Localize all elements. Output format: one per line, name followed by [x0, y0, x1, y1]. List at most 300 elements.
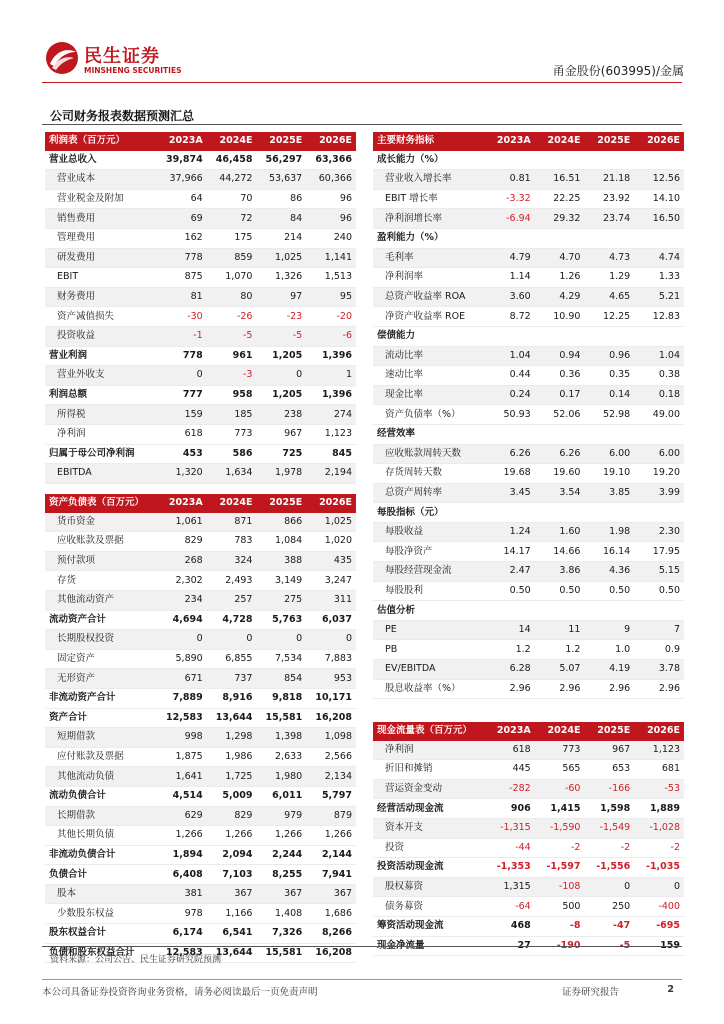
cell-value: 7,941 [306, 865, 356, 885]
cell-value: -60 [535, 779, 585, 799]
cell-value: 4,694 [157, 610, 207, 630]
cell-value: -3 [207, 366, 257, 386]
cell-value: 618 [485, 741, 535, 760]
year-header-2023A: 2023A [485, 132, 535, 151]
minsheng-logo [44, 40, 204, 80]
cell-value [535, 424, 585, 444]
cell-value: 1.2 [535, 640, 585, 660]
row-label: 财务费用 [45, 287, 157, 307]
cell-value: 0 [256, 366, 306, 386]
table-row [45, 209, 356, 229]
cell-value: 3.45 [485, 483, 535, 503]
cell-value: 681 [634, 760, 684, 780]
cell-value: -695 [634, 916, 684, 936]
row-label: 总资产收益率 ROA [373, 287, 485, 307]
cell-value: 1,098 [306, 728, 356, 748]
cell-value: 9 [584, 620, 634, 640]
table-row [45, 904, 356, 924]
cell-value: 2,244 [256, 845, 306, 865]
row-label: 其他长期负债 [45, 826, 157, 846]
header-divider [42, 82, 682, 83]
row-label: 资产负债率（%） [373, 405, 485, 425]
cell-value: 1.60 [535, 522, 585, 542]
year-header-2026E: 2026E [634, 722, 684, 741]
table-row [373, 189, 684, 209]
table-row [373, 464, 684, 484]
cell-value: 1,980 [256, 767, 306, 787]
row-label: 应收账款周转天数 [373, 444, 485, 464]
cell-value: 16.14 [584, 542, 634, 562]
year-header-2024E: 2024E [535, 132, 585, 151]
table-row [45, 786, 356, 806]
year-header-2025E: 2025E [584, 722, 634, 741]
source-divider [42, 946, 682, 947]
cell-value: 6.28 [485, 660, 535, 680]
cell-value: 23.92 [584, 189, 634, 209]
cell-value: 2,566 [306, 747, 356, 767]
table-row [45, 444, 356, 464]
row-label: 非流动资产合计 [45, 688, 157, 708]
cell-value: 2,493 [207, 571, 257, 591]
table-row [373, 916, 684, 936]
row-label: 筹资活动现金流 [373, 916, 485, 936]
cell-value: 0.44 [485, 366, 535, 386]
table-row [45, 405, 356, 425]
row-label: 经营活动现金流 [373, 799, 485, 819]
cell-value: 238 [256, 405, 306, 425]
cell-value: 978 [157, 904, 207, 924]
cell-value: 240 [306, 228, 356, 248]
cell-value: 6,037 [306, 610, 356, 630]
cell-value: 7,883 [306, 649, 356, 669]
cell-value: 257 [207, 590, 257, 610]
table-row [373, 799, 684, 819]
cell-value: 773 [207, 424, 257, 444]
row-label: 每股净资产 [373, 542, 485, 562]
cell-value: 14.66 [535, 542, 585, 562]
row-label: 债务募资 [373, 897, 485, 917]
cell-value [634, 601, 684, 621]
cell-value: 0.94 [535, 346, 585, 366]
table-row [373, 503, 684, 523]
table-row [45, 884, 356, 904]
cell-value: 958 [207, 385, 257, 405]
cell-value: 783 [207, 532, 257, 552]
table-row [373, 483, 684, 503]
cell-value: 2.96 [535, 679, 585, 699]
cell-value: 1,513 [306, 268, 356, 288]
row-label: 净利润率 [373, 268, 485, 288]
table-header-label: 主要财务指标 [373, 132, 485, 151]
table-row [45, 513, 356, 532]
table-row [373, 248, 684, 268]
row-label: 研发费用 [45, 248, 157, 268]
cell-value: 871 [207, 513, 257, 532]
table-row [373, 366, 684, 386]
row-label: 资产减值损失 [45, 307, 157, 327]
cell-value: 0 [157, 366, 207, 386]
cell-value: 10,171 [306, 688, 356, 708]
row-label: EBIT [45, 268, 157, 288]
cell-value: 906 [485, 799, 535, 819]
cell-value: 0 [256, 630, 306, 650]
cell-value: 84 [256, 209, 306, 229]
cell-value: 0.50 [584, 581, 634, 601]
cell-value [634, 151, 684, 170]
footer-disclaimer: 本公司具备证券投资咨询业务资格，请务必阅读最后一页免责声明 [42, 987, 318, 998]
cell-value: 1,641 [157, 767, 207, 787]
row-label: 成长能力（%） [373, 151, 485, 170]
row-label: 利润总额 [45, 385, 157, 405]
table-row [45, 806, 356, 826]
cell-value: 1,396 [306, 346, 356, 366]
year-header-2025E: 2025E [256, 132, 306, 151]
cell-value [584, 228, 634, 248]
cell-value: 7,889 [157, 688, 207, 708]
table-row [373, 385, 684, 405]
cell-value: 12.25 [584, 307, 634, 327]
cell-value: 1,205 [256, 385, 306, 405]
row-label: 短期借款 [45, 728, 157, 748]
cell-value: 653 [584, 760, 634, 780]
cell-value: 44,272 [207, 170, 257, 190]
table-row [373, 151, 684, 170]
cell-value: 53,637 [256, 170, 306, 190]
cell-value [634, 503, 684, 523]
cell-value: 866 [256, 513, 306, 532]
cell-value: 6.26 [535, 444, 585, 464]
cell-value: 1,415 [535, 799, 585, 819]
cell-value: 14.17 [485, 542, 535, 562]
cell-value: -1,549 [584, 818, 634, 838]
cell-value: 737 [207, 669, 257, 689]
cell-value: 1,894 [157, 845, 207, 865]
cell-value: 3,149 [256, 571, 306, 591]
year-header-2026E: 2026E [634, 132, 684, 151]
table-row [45, 532, 356, 552]
cell-value: 1.0 [584, 640, 634, 660]
cell-value: 37,966 [157, 170, 207, 190]
row-label: 每股指标（元） [373, 503, 485, 523]
row-label: 应收账款及票据 [45, 532, 157, 552]
cell-value: 1,634 [207, 464, 257, 484]
cell-value: 49.00 [634, 405, 684, 425]
cell-value: 1,326 [256, 268, 306, 288]
cell-value: 4.70 [535, 248, 585, 268]
cell-value: -30 [157, 307, 207, 327]
cell-value: -1 [157, 326, 207, 346]
cell-value: 1,166 [207, 904, 257, 924]
cell-value: 16,208 [306, 943, 356, 963]
cell-value: 1,123 [306, 424, 356, 444]
cell-value: 773 [535, 741, 585, 760]
cell-value: 60,366 [306, 170, 356, 190]
cell-value [584, 601, 634, 621]
row-label: 少数股东权益 [45, 904, 157, 924]
cell-value: 6.00 [584, 444, 634, 464]
cell-value: 7,103 [207, 865, 257, 885]
cell-value: 19.20 [634, 464, 684, 484]
cell-value: 0.38 [634, 366, 684, 386]
cell-value: 3,247 [306, 571, 356, 591]
cell-value: 19.10 [584, 464, 634, 484]
table-row [45, 590, 356, 610]
cell-value: 159 [157, 405, 207, 425]
cell-value: 0.36 [535, 366, 585, 386]
row-label: 管理费用 [45, 228, 157, 248]
cell-value: 4.19 [584, 660, 634, 680]
year-header-2026E: 2026E [306, 494, 356, 513]
cell-value: 0 [207, 630, 257, 650]
row-label: PE [373, 620, 485, 640]
table-row [45, 728, 356, 748]
table-row [373, 581, 684, 601]
cell-value: 367 [306, 884, 356, 904]
cell-value: 1,205 [256, 346, 306, 366]
cell-value: 0.50 [634, 581, 684, 601]
cell-value: 8,255 [256, 865, 306, 885]
year-header-2025E: 2025E [584, 132, 634, 151]
table-row [45, 630, 356, 650]
cell-value: -5 [207, 326, 257, 346]
footer-report-type: 证券研究报告 [562, 987, 620, 998]
table-header-row [45, 132, 356, 151]
row-label: 投资收益 [45, 326, 157, 346]
cell-value: 95 [306, 287, 356, 307]
table-row [373, 209, 684, 229]
cell-value: 0.96 [584, 346, 634, 366]
cell-value: 39,874 [157, 151, 207, 170]
cell-value: 500 [535, 897, 585, 917]
cell-value: 979 [256, 806, 306, 826]
year-header-2024E: 2024E [207, 132, 257, 151]
table-row [45, 747, 356, 767]
table-row [373, 346, 684, 366]
cell-value: 777 [157, 385, 207, 405]
table-row [45, 228, 356, 248]
cell-value: 445 [485, 760, 535, 780]
cell-value: 1,266 [306, 826, 356, 846]
row-label: 经营效率 [373, 424, 485, 444]
cell-value: 565 [535, 760, 585, 780]
cell-value: 5.21 [634, 287, 684, 307]
cell-value: 1,396 [306, 385, 356, 405]
year-header-2023A: 2023A [157, 494, 207, 513]
cell-value: 5,890 [157, 649, 207, 669]
cell-value: 1,398 [256, 728, 306, 748]
cell-value: -1,028 [634, 818, 684, 838]
cell-value: 0.81 [485, 170, 535, 190]
row-label: 净利润 [373, 741, 485, 760]
row-label: 股本 [45, 884, 157, 904]
cell-value: 1.33 [634, 268, 684, 288]
table-row [373, 818, 684, 838]
cell-value [485, 424, 535, 444]
cell-value: 234 [157, 590, 207, 610]
cell-value: 72 [207, 209, 257, 229]
cell-value: -6.94 [485, 209, 535, 229]
table-row [373, 877, 684, 897]
row-label: 毛利率 [373, 248, 485, 268]
cell-value [535, 601, 585, 621]
row-label: 速动比率 [373, 366, 485, 386]
cell-value: 967 [584, 741, 634, 760]
table-row [45, 767, 356, 787]
cell-value: 2,134 [306, 767, 356, 787]
cell-value [485, 151, 535, 170]
table-row [373, 620, 684, 640]
row-label: 盈利能力（%） [373, 228, 485, 248]
row-label: 营业利润 [45, 346, 157, 366]
cell-value: 998 [157, 728, 207, 748]
table-row [373, 640, 684, 660]
cell-value: 879 [306, 806, 356, 826]
cell-value: -1,315 [485, 818, 535, 838]
table-row [373, 287, 684, 307]
table-row [373, 424, 684, 444]
row-label: 股息收益率（%） [373, 679, 485, 699]
table-row [45, 307, 356, 327]
cell-value: 1,061 [157, 513, 207, 532]
cell-value: -44 [485, 838, 535, 858]
cell-value [485, 228, 535, 248]
cell-value: 311 [306, 590, 356, 610]
cell-value: 0.18 [634, 385, 684, 405]
cell-value: 854 [256, 669, 306, 689]
cell-value: 0 [584, 877, 634, 897]
row-label: 销售费用 [45, 209, 157, 229]
row-label: 营业外收支 [45, 366, 157, 386]
table-row [373, 228, 684, 248]
cell-value: 5.07 [535, 660, 585, 680]
cell-value: -20 [306, 307, 356, 327]
table-header-label: 现金流量表（百万元） [373, 722, 485, 741]
row-label: 存货周转天数 [373, 464, 485, 484]
cell-value: -53 [634, 779, 684, 799]
cell-value: 468 [485, 916, 535, 936]
cell-value: 86 [256, 189, 306, 209]
table-row [373, 660, 684, 680]
cell-value: 50.93 [485, 405, 535, 425]
cell-value: 629 [157, 806, 207, 826]
cell-value: -1,353 [485, 858, 535, 878]
cell-value: 15,581 [256, 943, 306, 963]
cell-value: 4.29 [535, 287, 585, 307]
cell-value: 7,534 [256, 649, 306, 669]
cell-value: 618 [157, 424, 207, 444]
cell-value: 3.99 [634, 483, 684, 503]
cell-value: 96 [306, 209, 356, 229]
cell-value: -2 [535, 838, 585, 858]
cell-value: 967 [256, 424, 306, 444]
cell-value: 3.86 [535, 562, 585, 582]
row-label: 营运资金变动 [373, 779, 485, 799]
cell-value: 1,123 [634, 741, 684, 760]
row-label: 营业总收入 [45, 151, 157, 170]
cell-value: 11 [535, 620, 585, 640]
cell-value: 1,070 [207, 268, 257, 288]
cell-value: -1,597 [535, 858, 585, 878]
cell-value: 97 [256, 287, 306, 307]
row-label: 偿债能力 [373, 326, 485, 346]
cell-value: -8 [535, 916, 585, 936]
table-row [373, 444, 684, 464]
row-label: 资产合计 [45, 708, 157, 728]
cell-value: 14 [485, 620, 535, 640]
table-row [373, 858, 684, 878]
cell-value: 4,728 [207, 610, 257, 630]
cell-value: 671 [157, 669, 207, 689]
cell-value: 52.98 [584, 405, 634, 425]
cell-value: 8,916 [207, 688, 257, 708]
cell-value: 1.24 [485, 522, 535, 542]
table-row [373, 601, 684, 621]
cell-value: 19.60 [535, 464, 585, 484]
cell-value: 961 [207, 346, 257, 366]
year-header-2026E: 2026E [306, 132, 356, 151]
year-header-2023A: 2023A [157, 132, 207, 151]
table-header-label: 利润表（百万元） [45, 132, 157, 151]
year-header-2023A: 2023A [485, 722, 535, 741]
cell-value [535, 228, 585, 248]
cell-value: 1.2 [485, 640, 535, 660]
balance-sheet-table [45, 494, 356, 963]
row-label: 折旧和摊销 [373, 760, 485, 780]
cell-value [634, 424, 684, 444]
row-label: 投资 [373, 838, 485, 858]
cell-value: 8,266 [306, 924, 356, 944]
table-header-row [373, 722, 684, 741]
cell-value: 5,797 [306, 786, 356, 806]
table-row [45, 424, 356, 444]
cell-value: 46,458 [207, 151, 257, 170]
cell-value: 80 [207, 287, 257, 307]
cell-value: 56,297 [256, 151, 306, 170]
table-row [373, 838, 684, 858]
cell-value: 268 [157, 551, 207, 571]
cell-value: -282 [485, 779, 535, 799]
cell-value: 2.30 [634, 522, 684, 542]
cell-value: 81 [157, 287, 207, 307]
cell-value: 6,541 [207, 924, 257, 944]
cell-value: 17.95 [634, 542, 684, 562]
cell-value: 1,725 [207, 767, 257, 787]
cell-value: 4.65 [584, 287, 634, 307]
cell-value: 69 [157, 209, 207, 229]
table-row [45, 551, 356, 571]
cell-value: -2 [634, 838, 684, 858]
company-ticker: 甬金股份(603995)/金属 [552, 64, 684, 78]
cell-value: -1,556 [584, 858, 634, 878]
row-label: 投资活动现金流 [373, 858, 485, 878]
key-ratios-table [373, 132, 684, 699]
year-header-2025E: 2025E [256, 494, 306, 513]
cell-value [584, 326, 634, 346]
row-label: 长期借款 [45, 806, 157, 826]
cell-value: 2,302 [157, 571, 207, 591]
page-title: 公司财务报表数据预测汇总 [50, 109, 195, 123]
cell-value: 0 [634, 877, 684, 897]
cell-value: 725 [256, 444, 306, 464]
cell-value: 829 [207, 806, 257, 826]
cell-value: 250 [584, 897, 634, 917]
cell-value: 1.98 [584, 522, 634, 542]
table-row [45, 326, 356, 346]
cell-value: 2.96 [634, 679, 684, 699]
cell-value: 3.85 [584, 483, 634, 503]
row-label: 股东权益合计 [45, 924, 157, 944]
row-label: 净利润 [45, 424, 157, 444]
